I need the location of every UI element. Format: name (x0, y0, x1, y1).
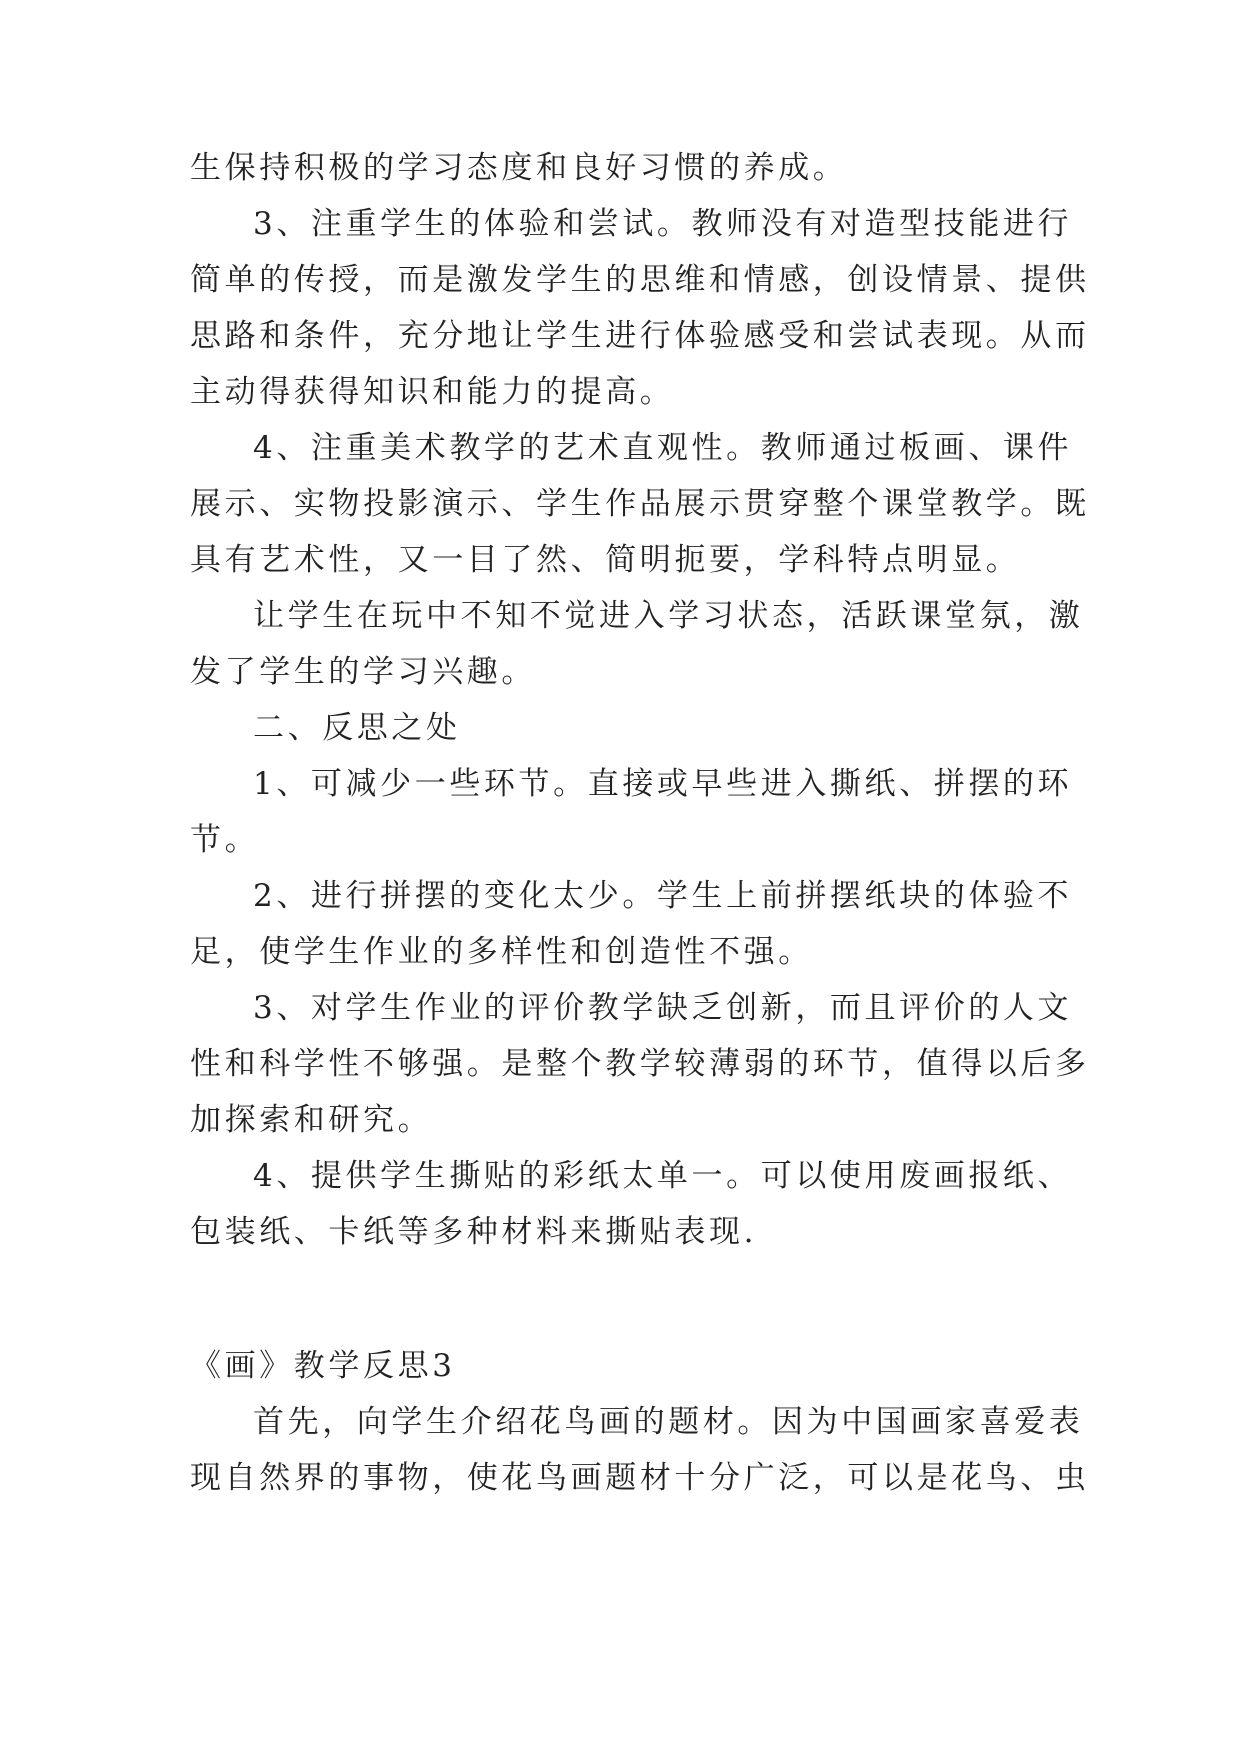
article-title: 《画》教学反思3 (190, 1348, 456, 1384)
paragraph-line: 简单的传授，而是激发学生的思维和情感，创设情景、提供 (190, 262, 1090, 298)
paragraph-line: 节。 (190, 822, 260, 858)
paragraph-line: 让学生在玩中不知不觉进入学习状态，活跃课堂氛，激 (253, 598, 1084, 634)
paragraph-line: 性和科学性不够强。是整个教学较薄弱的环节，值得以后多 (190, 1046, 1090, 1082)
paragraph-line: 1、可减少一些环节。直接或早些进入撕纸、拼摆的环 (253, 766, 1073, 802)
paragraph-line: 发了学生的学习兴趣。 (190, 654, 536, 690)
paragraph-line: 3、对学生作业的评价教学缺乏创新，而且评价的人文 (253, 990, 1073, 1026)
paragraph-line: 加探索和研究。 (190, 1102, 433, 1138)
paragraph-line: 3、注重学生的体验和尝试。教师没有对造型技能进行 (253, 206, 1073, 242)
paragraph-line: 首先，向学生介绍花鸟画的题材。因为中国画家喜爱表 (253, 1404, 1084, 1440)
paragraph-line: 思路和条件，充分地让学生进行体验感受和尝试表现。从而 (190, 318, 1090, 354)
paragraph-line: 4、提供学生撕贴的彩纸太单一。可以使用废画报纸、 (253, 1158, 1073, 1194)
paragraph-line: 4、注重美术教学的艺术直观性。教师通过板画、课件 (253, 430, 1073, 466)
paragraph-line: 生保持积极的学习态度和良好习惯的养成。 (190, 150, 848, 186)
paragraph-line: 展示、实物投影演示、学生作品展示贯穿整个课堂教学。既 (190, 486, 1090, 522)
paragraph-line: 主动得获得知识和能力的提高。 (190, 374, 675, 410)
section-heading: 二、反思之处 (253, 710, 461, 746)
paragraph-line: 2、进行拼摆的变化太少。学生上前拼摆纸块的体验不 (253, 878, 1073, 914)
paragraph-line: 足，使学生作业的多样性和创造性不强。 (190, 934, 813, 970)
paragraph-line: 包装纸、卡纸等多种材料来撕贴表现. (190, 1214, 758, 1250)
paragraph-line: 现自然界的事物，使花鸟画题材十分广泛，可以是花鸟、虫 (190, 1460, 1090, 1496)
paragraph-line: 具有艺术性，又一目了然、简明扼要，学科特点明显。 (190, 542, 1021, 578)
